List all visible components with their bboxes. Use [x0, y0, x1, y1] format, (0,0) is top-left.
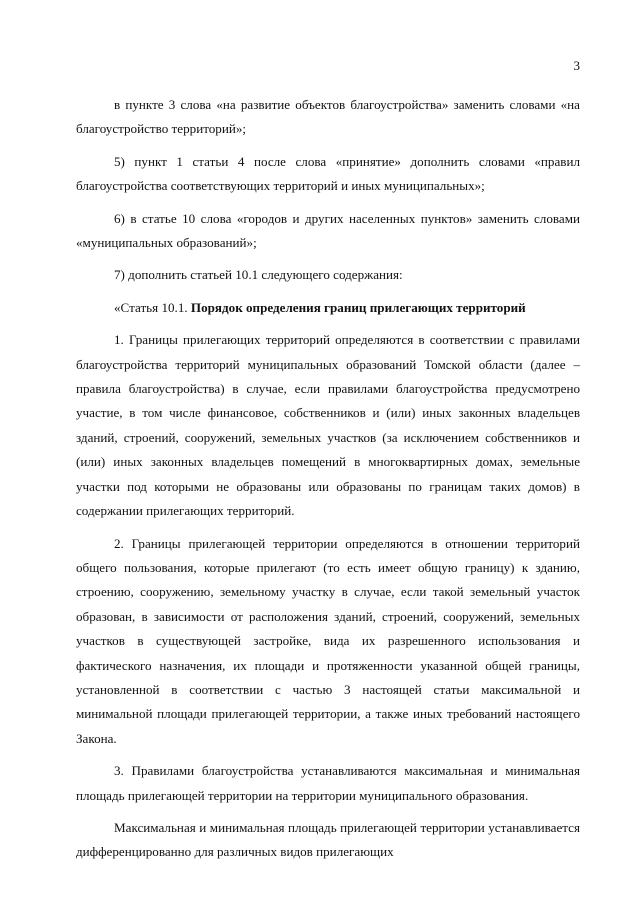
article-heading-title: Порядок определения границ прилегающих территорий	[190, 299, 526, 315]
paragraph-clause-1: 1. Границы прилегающих территорий определяются в соответствии с правилами благоустройства территорий муниципальных образований Томской области (далее – правила благоустройства) в случае, если правилами благоустройства предусмотрено участие, в том числе финансовое, собственников и (или) иных законных владельцев зданий, строений, сооружений, земельных участков (за исключением собственников и (или) иных законных владельцев помещений в многоквартирных домах, земельные участки под которыми не образованы или образованы по границам таких домов) в содержании прилегающих территорий.	[76, 332, 580, 519]
paragraph-clause-3: 3. Правилами благоустройства устанавливаются максимальная и минимальная площадь прилегающей территории на территории муниципального образования.	[76, 763, 580, 803]
page-number: 3	[573, 58, 580, 73]
paragraph-item-6: 6) в статье 10 слова «городов и других населенных пунктов» заменить словами «муниципальных образований»;	[76, 210, 580, 251]
article-heading-prefix: «Статья 10.1.	[114, 299, 191, 315]
paragraph-clause-2: 2. Границы прилегающей территории определяются в отношении территорий общего пользования, которые прилегают (то есть имеет общую границу) к зданию, строению, сооружению, земельному участку в случае, если такой земельный участок образован, в зависимости от расположения зданий, строений, сооружений, земельных участков в существующей застройке, вида их разрешенного использования и фактического назначения, их площади и протяженности указанной общей границы, установленной в соответствии с частью 3 настоящей статьи максимальной и минимальной площади прилегающей территории, а также иных требований настоящего Закона.	[76, 535, 580, 746]
document-body	[76, 93, 580, 865]
paragraph-clause-3-continued: Максимальная и минимальная площадь прилегающей территории устанавливается дифференцированно для различных видов прилегающих	[76, 819, 580, 860]
article-heading	[76, 296, 580, 320]
paragraph-item-3-amendment: в пункте 3 слова «на развитие объектов благоустройства» заменить словами «на благоустройство территорий»;	[76, 97, 580, 137]
paragraph-item-7: 7) дополнить статьей 10.1 следующего содержания:	[114, 267, 403, 283]
paragraph-item-5: 5) пункт 1 статьи 4 после слова «принятие» дополнить словами «правил благоустройства соответствующих территорий и иных муниципальных»;	[76, 153, 580, 194]
